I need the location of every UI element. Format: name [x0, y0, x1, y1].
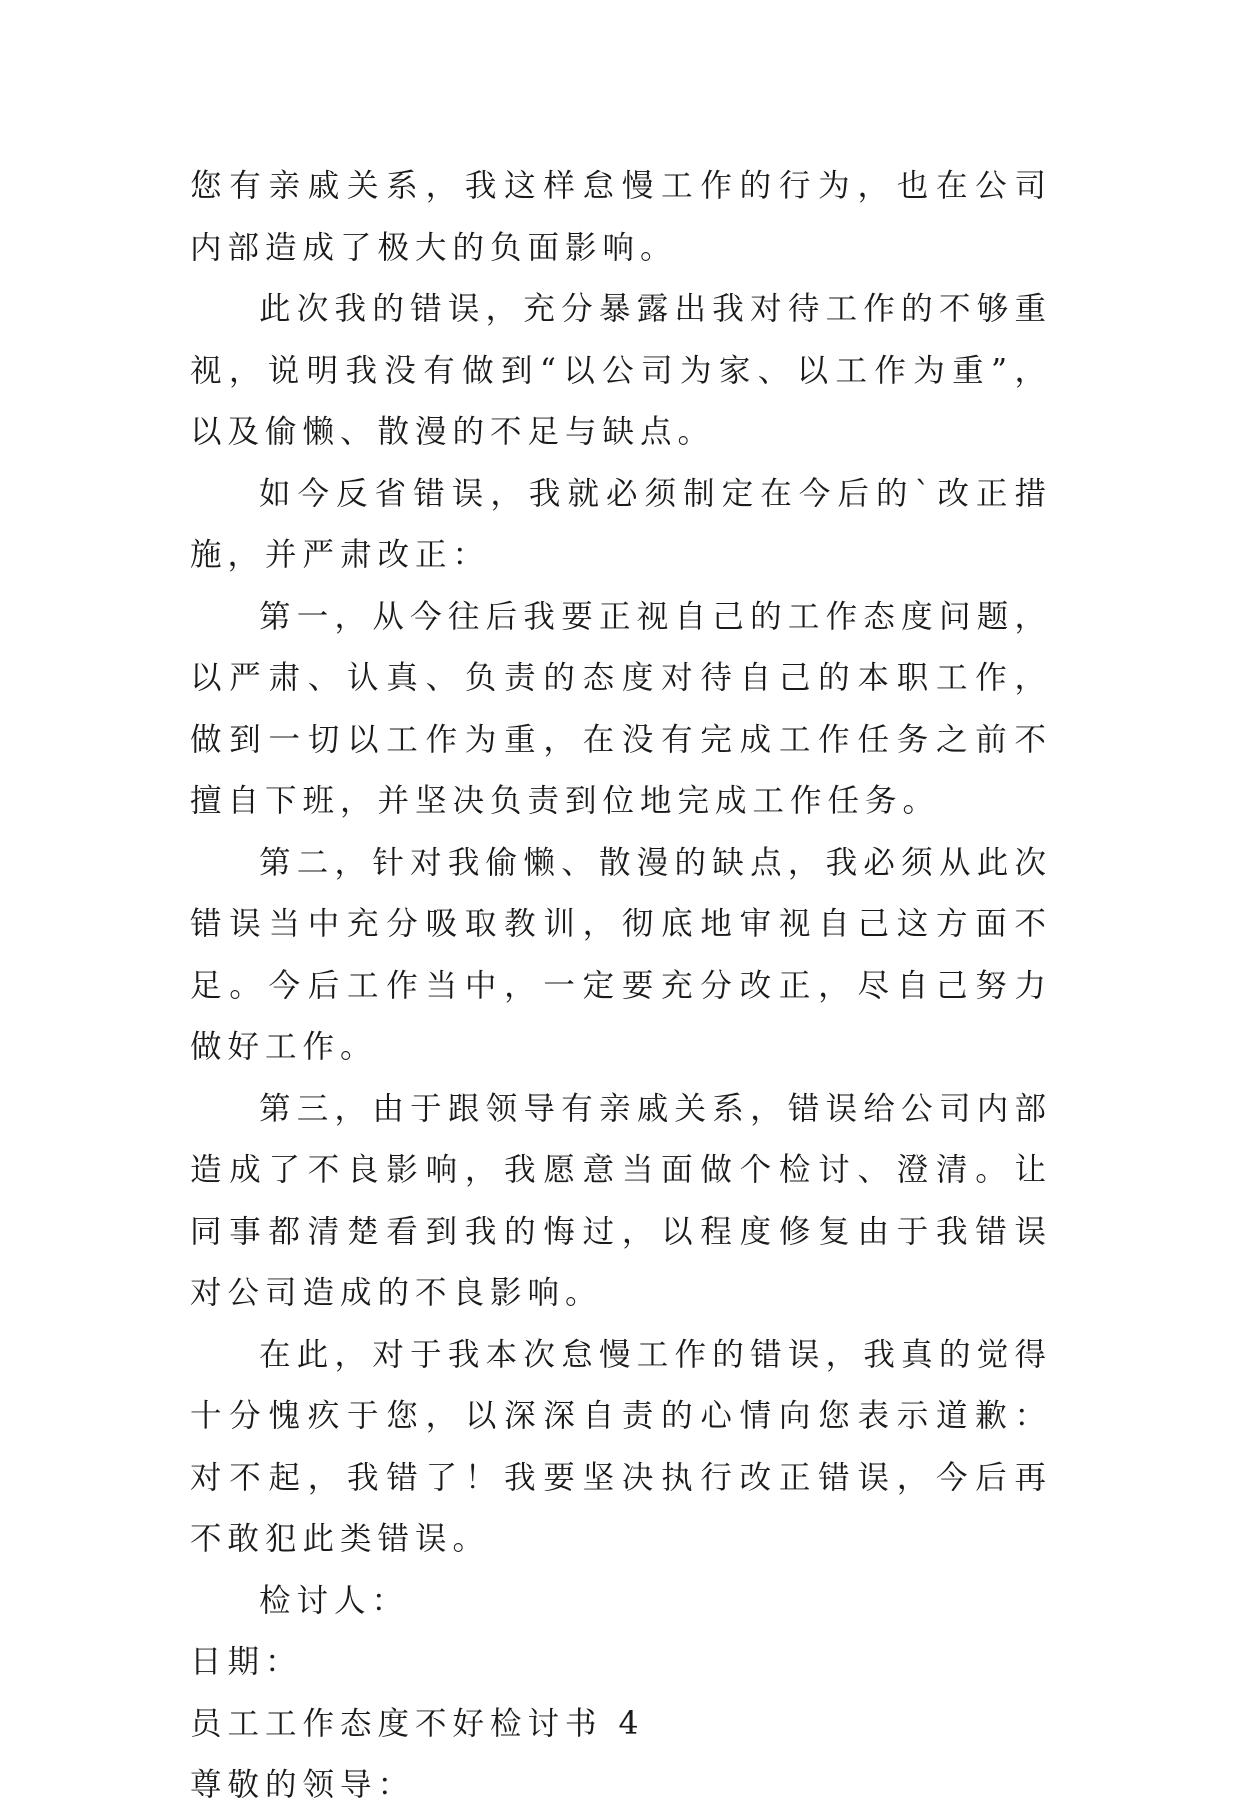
signature-label: 检讨人： [259, 1582, 410, 1619]
paragraph-corrective-measures: 如今反省错误，我就必须制定在今后的`改正措施，并严肃改正： [190, 475, 1052, 573]
paragraph-point-three: 第三，由于跟领导有亲戚关系，错误给公司内部造成了不良影响，我愿意当面做个检讨、澄清。让同事都清楚看到我的悔过，以程度修复由于我错误对公司造成的不良影响。 [190, 1090, 1052, 1311]
paragraph-error-reflection: 此次我的错误，充分暴露出我对待工作的不够重视，说明我没有做到“以公司为家、以工作为重”，以及偷懒、散漫的不足与缺点。 [190, 291, 1052, 450]
paragraph-apology: 在此，对于我本次怠慢工作的错误，我真的觉得十分愧疚于您，以深深自责的心情向您表示道歉：对不起，我错了！我要坚决执行改正错误，今后再不敢犯此类错误。 [190, 1336, 1052, 1557]
salutation: 尊敬的领导： [190, 1767, 416, 1803]
paragraph-point-one: 第一，从今往后我要正视自己的工作态度问题，以严肃、认真、负责的态度对待自己的本职工作，做到一切以工作为重，在没有完成工作任务之前不擅自下班，并坚决负责到位地完成工作任务。 [190, 598, 1052, 819]
document-body [190, 156, 1052, 1817]
section-title: 员工工作态度不好检讨书 4 [190, 1705, 645, 1742]
date-label: 日期： [190, 1644, 303, 1680]
paragraph-continuation: 您有亲戚关系，我这样怠慢工作的行为，也在公司内部造成了极大的负面影响。 [190, 168, 1052, 266]
paragraph-point-two: 第二，针对我偷懒、散漫的缺点，我必须从此次错误当中充分吸取教训，彻底地审视自己这方面不足。今后工作当中，一定要充分改正，尽自己努力做好工作。 [190, 844, 1052, 1065]
